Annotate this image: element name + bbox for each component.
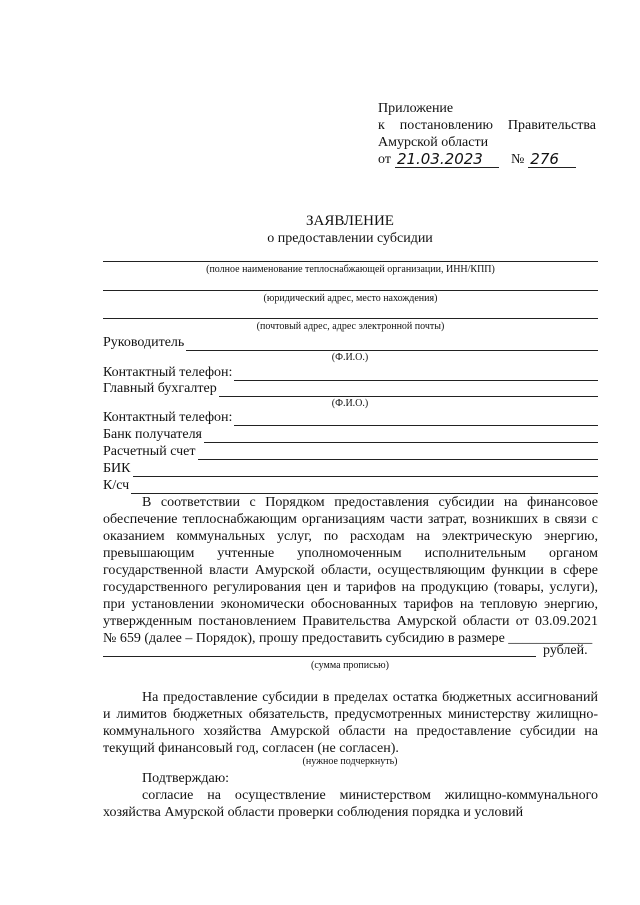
account-label: Расчетный счет: [103, 444, 196, 459]
amount-words-line[interactable]: [103, 656, 536, 657]
appendix-word-decree: постановлению: [399, 118, 493, 133]
confirm-heading: Подтверждаю:: [142, 771, 230, 786]
rubles-label: рублей.: [543, 643, 588, 658]
appendix-line1: Приложение: [378, 101, 454, 116]
amount-words-caption: (сумма прописью): [311, 660, 389, 671]
appendix-date-line: [378, 151, 596, 168]
legal-address-caption: (юридический адрес, место нахождения): [263, 293, 438, 304]
postal-address-line[interactable]: [103, 318, 598, 319]
phone2-input-line[interactable]: [234, 413, 598, 426]
ks-label: К/сч: [103, 478, 130, 493]
appendix-line2: [378, 117, 596, 134]
underline-caption: (нужное подчеркнуть): [302, 756, 398, 767]
bank-label: Банк получателя: [103, 427, 202, 442]
paragraph-procedure: В соответствии с Порядком предоставления субсидии на финансовое обеспечение теплоснабжающим организациям части затрат, возникших в связи с оказанием коммунальных услуг, по расходам на электрическую энергию, превышающим учтенные уполномоченным исполнительным органом государственной власти Амурской области, осуществляющим функции в сфере государственного регулирования цен и тарифов на продукцию (товары, услуги), при установлении экономически обоснованных тарифов на тепловую энергию, утвержденным постановлением Правительства Амурской области от 03.09.2021 № 659 (далее – Порядок), прошу предоставить субсидию в размере ____________: [103, 495, 598, 646]
fio-caption-1: (Ф.И.О.): [331, 352, 369, 363]
head-input-line[interactable]: [186, 338, 598, 351]
account-row: [103, 444, 598, 460]
accountant-row: [103, 381, 598, 397]
date-prefix: от: [378, 152, 391, 167]
appendix-block: [378, 100, 596, 168]
document-subtitle: о предоставлении субсидии: [267, 231, 433, 246]
bik-row: [103, 461, 598, 477]
org-name-line[interactable]: [103, 261, 598, 262]
ks-input-line[interactable]: [131, 481, 598, 494]
org-name-caption: (полное наименование теплоснабжающей организации, ИНН/КПП): [206, 264, 495, 275]
bank-row: [103, 427, 598, 443]
handwritten-date: 21.03.2023: [395, 151, 499, 168]
phone2-label: Контактный телефон:: [103, 410, 233, 425]
paragraph-budget: На предоставление субсидии в пределах остатка бюджетных ассигнований и лимитов бюджетных обязательств, предусмотренных министерству жилищно-коммунального хозяйства Амурской области на предоставление субсидии на текущий финансовый год, согласен (не согласен).: [103, 690, 598, 756]
fio-caption-2: (Ф.И.О.): [331, 398, 369, 409]
phone2-row: [103, 410, 598, 426]
phone1-label: Контактный телефон:: [103, 365, 233, 380]
handwritten-number: 276: [528, 151, 576, 168]
account-input-line[interactable]: [198, 447, 598, 460]
phone1-row: [103, 365, 598, 381]
phone1-input-line[interactable]: [234, 368, 598, 381]
number-prefix: №: [510, 152, 525, 167]
bank-input-line[interactable]: [204, 430, 598, 443]
head-label: Руководитель: [103, 335, 185, 350]
bik-input-line[interactable]: [133, 464, 599, 477]
appendix-line3: Амурской области: [378, 135, 489, 150]
legal-address-line[interactable]: [103, 290, 598, 291]
paragraph-consent: согласие на осуществление министерством жилищно-коммунального хозяйства Амурской области проверки соблюдения порядка и условий: [103, 788, 598, 820]
bik-label: БИК: [103, 461, 131, 476]
ks-row: [103, 478, 598, 494]
head-row: [103, 335, 598, 351]
postal-address-caption: (почтовый адрес, адрес электронной почты): [256, 321, 445, 332]
appendix-word-government: Правительства: [507, 118, 596, 133]
accountant-input-line[interactable]: [219, 384, 598, 397]
accountant-label: Главный бухгалтер: [103, 381, 217, 396]
document-title: ЗАЯВЛЕНИЕ: [306, 213, 394, 229]
appendix-word-k: к: [378, 118, 385, 133]
